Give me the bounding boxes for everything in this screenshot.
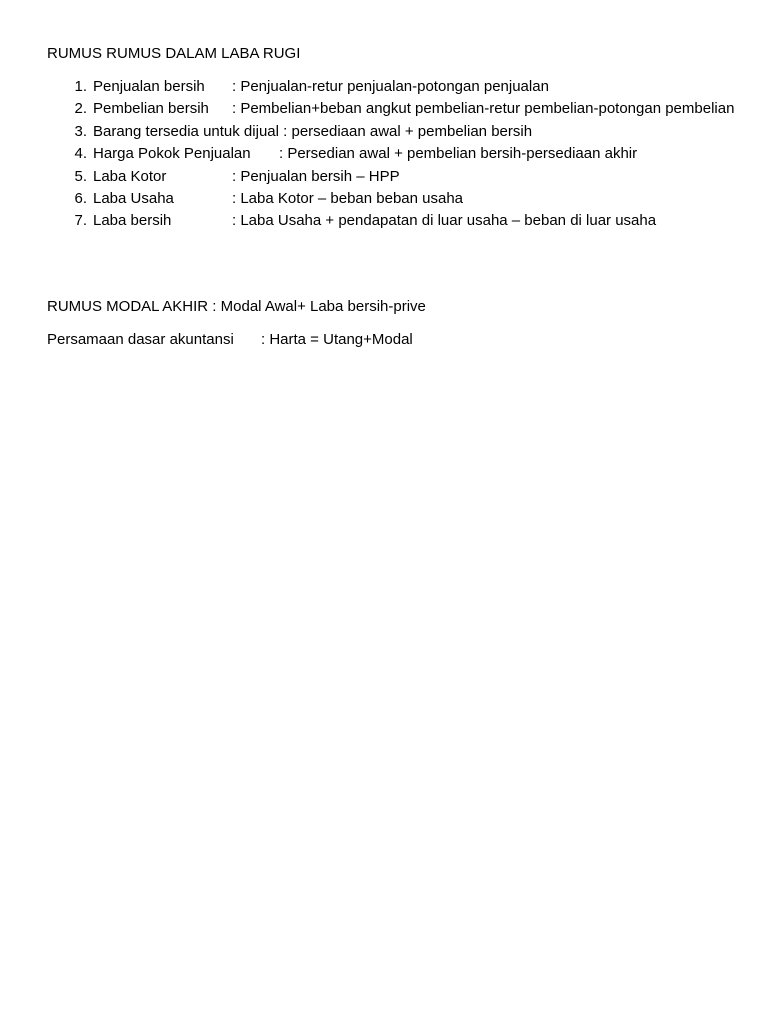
list-item	[47, 166, 737, 188]
list-number: 6.	[74, 190, 87, 208]
formula-term: Penjualan bersih	[93, 78, 205, 95]
formula-term: Laba Kotor	[93, 167, 167, 185]
list-number: 5.	[74, 167, 87, 185]
list-number: 3.	[74, 122, 87, 140]
formula-definition: : Laba Usaha + pendapatan di luar usaha – beban di luar usaha	[232, 212, 657, 230]
formula-definition: : Persedian awal + pembelian bersih-persediaan akhir	[279, 145, 638, 163]
list-item	[47, 98, 737, 120]
accounting-equation-label: Persamaan dasar akuntansi	[47, 331, 234, 348]
list-item	[47, 143, 737, 165]
formula-term: Pembelian bersih	[93, 100, 209, 118]
formula-term: Laba bersih	[93, 212, 172, 230]
accounting-equation-value: : Harta = Utang+Modal	[261, 331, 413, 348]
modal-akhir-formula: RUMUS MODAL AKHIR : Modal Awal+ Laba bersih-prive	[47, 298, 426, 315]
list-item	[47, 188, 737, 210]
formula-term: Laba Usaha	[93, 190, 174, 208]
formula-list	[47, 76, 737, 233]
accounting-equation	[47, 329, 413, 351]
page-title: RUMUS RUMUS DALAM LABA RUGI	[47, 45, 301, 62]
list-number: 1.	[74, 78, 87, 95]
formula-term: Harga Pokok Penjualan	[93, 145, 251, 163]
formula-definition: : Penjualan bersih – HPP	[232, 167, 400, 185]
list-item	[47, 76, 737, 98]
list-number: 7.	[74, 212, 87, 230]
formula-definition: : Pembelian+beban angkut pembelian-retur pembelian-potongan pembelian	[232, 100, 735, 118]
list-number: 4.	[74, 145, 87, 163]
formula-definition: : Laba Kotor – beban beban usaha	[232, 190, 464, 208]
formula-term: Barang tersedia untuk dijual	[93, 122, 279, 140]
formula-definition: : persediaan awal + pembelian bersih	[283, 122, 533, 140]
list-item	[47, 210, 737, 232]
list-number: 2.	[74, 100, 87, 118]
list-item	[47, 121, 737, 143]
formula-definition: : Penjualan-retur penjualan-potongan penjualan	[232, 78, 549, 95]
